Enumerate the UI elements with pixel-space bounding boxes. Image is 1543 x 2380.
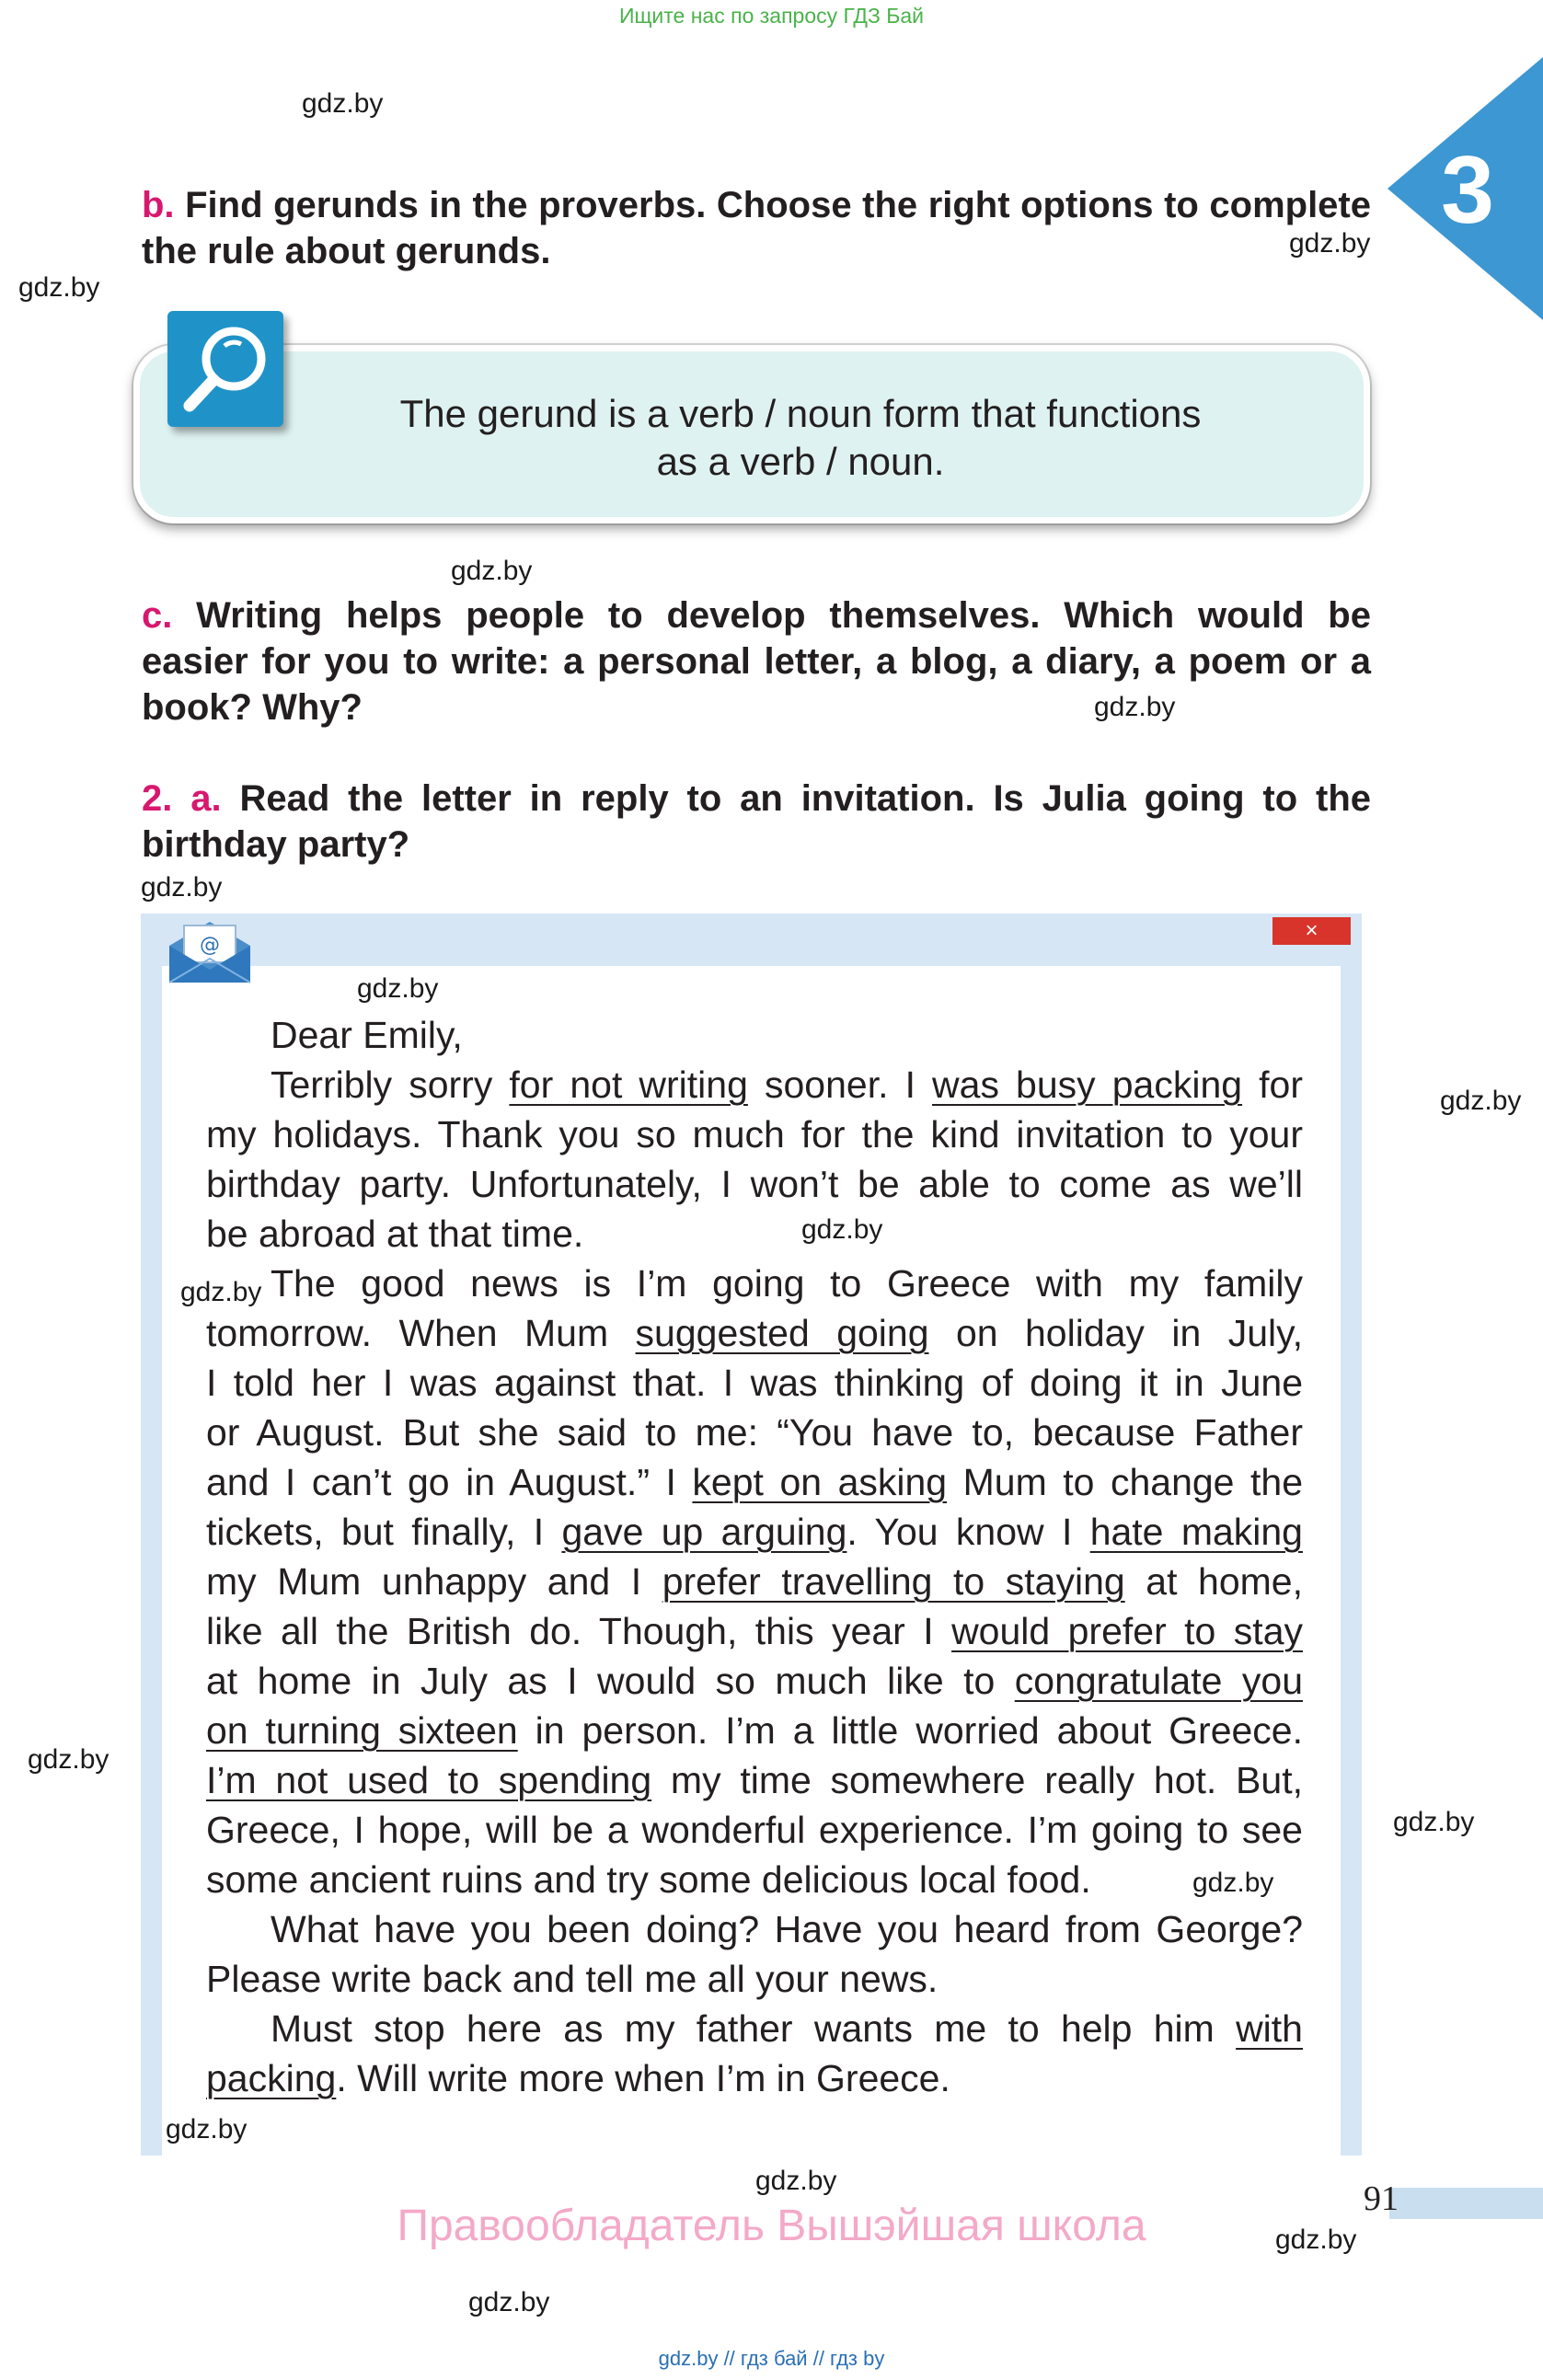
gerund-underline: on turning sixteen (206, 1709, 518, 1752)
watermark: gdz.by (1393, 1807, 1475, 1837)
rule-line2: as a verb / noun. (656, 440, 945, 483)
watermark: gdz.by (1275, 2225, 1357, 2255)
letter-text-run: my Mum unhappy and I (206, 1560, 662, 1603)
task-b-line1: Find gerunds in the proverbs. Choose the right options to complete (185, 185, 1371, 225)
watermark: gdz.by (451, 556, 533, 586)
gerund-underline: with (1236, 2007, 1303, 2050)
watermark: gdz.by (755, 2166, 837, 2196)
letter-greeting: Dear Emily, (271, 1014, 463, 1056)
page-number: 91 (1364, 2179, 1399, 2218)
letter-text-run: Mum to change the (947, 1461, 1304, 1503)
watermark: gdz.by (1094, 692, 1176, 722)
letter-text-run: in person. I’m a little worried about Greece. (517, 1709, 1303, 1752)
letter-line: birthday party. Unfortunately, I won’t be able to come as we’ll (206, 1163, 1303, 1205)
letter-text-run: . You know I (846, 1511, 1090, 1553)
copyright-notice: Правообладатель Вышэйшая школа (397, 2202, 1146, 2250)
window-close-button[interactable]: × (1272, 917, 1351, 945)
watermark: gdz.by (1289, 228, 1371, 259)
letter-line: my holidays. Thank you so much for the kind invitation to your (206, 1113, 1303, 1156)
letter-text-run: for (1242, 1064, 1303, 1106)
letter-text-run: like all the British do. Though, this year I (206, 1610, 952, 1652)
watermark: gdz.by (28, 1744, 109, 1775)
letter-line: I told her I was against that. I was thinking of doing it in June (206, 1362, 1303, 1404)
task-b-line2: the rule about gerunds. (142, 231, 551, 271)
gerund-underline: kept on asking (692, 1461, 948, 1503)
rule-line1: The gerund is a verb / noun form that functions (399, 392, 1202, 435)
gerund-underline: suggested going (635, 1312, 929, 1354)
letter-text-run: and I can’t go in August.” I (206, 1461, 693, 1503)
task-c-line3: book? Why? (142, 687, 363, 728)
svg-text:@: @ (200, 934, 220, 957)
letter-text-run: Terribly sorry (271, 1064, 510, 1106)
watermark: gdz.by (18, 272, 100, 303)
letter-line: some ancient ruins and try some delicious local food. (206, 1858, 1091, 1901)
letter-text-run: tickets, but finally, I (206, 1511, 562, 1553)
letter-line: or August. But she said to me: “You have to, because Father (206, 1411, 1303, 1454)
top-banner[interactable]: Ищите нас по запросу ГДЗ Бай (618, 4, 925, 28)
letter-text-run: Must stop here as my father wants me to help him (271, 2007, 1237, 2050)
letter-text-run: at home, (1124, 1560, 1303, 1603)
watermark: gdz.by (801, 1214, 883, 1245)
letter-line: Please write back and tell me all your news. (206, 1958, 938, 2000)
chapter-number: 3 (1441, 137, 1494, 244)
page-number-bar (1389, 2188, 1543, 2219)
letter-line (206, 2053, 1303, 2103)
gerund-underline: for not writing (509, 1064, 748, 1106)
letter-line (206, 2004, 1303, 2053)
letter-line (206, 1507, 1303, 1557)
letter-line (206, 1755, 1303, 1805)
letter-text-run: on holiday in July, (928, 1312, 1303, 1354)
gerund-underline: prefer travelling to staying (662, 1560, 1125, 1603)
gerund-underline: hate making (1089, 1511, 1303, 1553)
task-c-letter: c. (142, 595, 173, 636)
letter-line (206, 1606, 1303, 1656)
letter-line: What have you been doing? Have you heard from George? (271, 1908, 1303, 1950)
task-b (142, 182, 1371, 274)
letter-text-run: tomorrow. When Mum (206, 1312, 636, 1354)
gerund-underline: gave up arguing (561, 1511, 847, 1553)
task-b-letter: b. (142, 185, 175, 225)
magnifier-icon (167, 311, 283, 427)
letter-line (206, 1060, 1303, 1110)
letter-line: The good news is I’m going to Greece with my family (271, 1262, 1303, 1305)
letter-line (206, 1457, 1303, 1507)
letter-line (206, 1557, 1303, 1606)
task-2a-number: 2. a. (142, 778, 222, 819)
watermark: gdz.by (302, 88, 384, 119)
watermark: gdz.by (468, 2287, 550, 2317)
letter-line: Greece, I hope, will be a wonderful experience. I’m going to see (206, 1809, 1303, 1851)
task-c-line2: easier for you to write: a personal letter, a blog, a diary, a poem or a (142, 641, 1371, 682)
letter-text-run: sooner. I (747, 1064, 933, 1106)
watermark: gdz.by (357, 973, 439, 1004)
gerund-underline: would prefer to stay (951, 1610, 1303, 1652)
rule-text (276, 390, 1325, 486)
letter-line: be abroad at that time. (206, 1213, 584, 1255)
task-c (142, 592, 1371, 730)
gerund-underline: congratulate you (1014, 1660, 1303, 1702)
letter-line (206, 1656, 1303, 1706)
letter-text-run: at home in July as I would so much like to (206, 1660, 1015, 1702)
task-2a-line2: birthday party? (142, 824, 410, 865)
mail-icon (164, 918, 256, 986)
watermark: gdz.by (1440, 1086, 1522, 1116)
gerund-underline: was busy packing (932, 1064, 1243, 1106)
letter-text-run: my time somewhere really hot. But, (651, 1759, 1303, 1801)
gerund-underline: packing (206, 2057, 337, 2099)
letter-text-run: . Will write more when I’m in Greece. (336, 2057, 950, 2099)
watermark: gdz.by (166, 2114, 248, 2144)
task-2a-line1: Read the letter in reply to an invitation. Is Julia going to the (239, 778, 1371, 819)
task-2a (142, 776, 1371, 868)
watermark: gdz.by (141, 872, 223, 903)
task-c-line1: Writing helps people to develop themselves. Which would be (196, 595, 1371, 636)
letter-line (206, 1308, 1303, 1358)
letter-line (206, 1706, 1303, 1755)
gerund-underline: I’m not used to spending (206, 1759, 652, 1801)
bottom-links[interactable]: gdz.by // гдз бай // гдз by (658, 2347, 885, 2370)
watermark: gdz.by (180, 1277, 262, 1307)
watermark: gdz.by (1192, 1868, 1274, 1898)
